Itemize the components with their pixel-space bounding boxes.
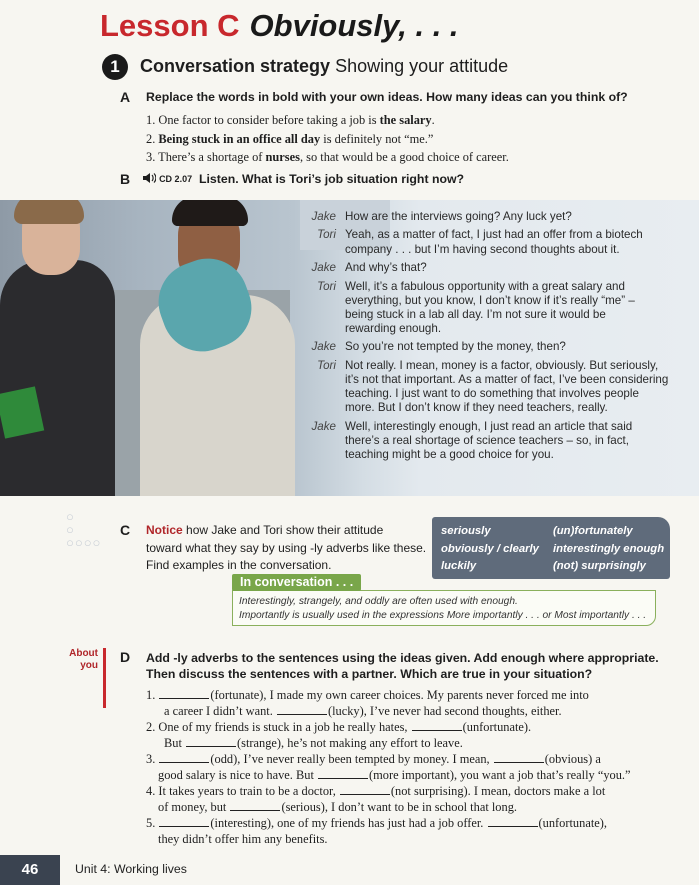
answer-blank[interactable] [488,816,538,827]
list-item: 3. There’s a shortage of nurses, so that would be a good choice of career. [146,150,509,164]
conversation-line [296,210,681,224]
answer-blank[interactable] [412,720,462,731]
conversation-line [296,420,681,462]
answer-blank[interactable] [277,704,327,715]
part-d-list [146,687,651,847]
conversation-line [296,280,681,336]
speaker-name: Jake [311,261,336,275]
speaker-name: Tori [317,358,336,372]
answer-blank[interactable] [340,784,390,795]
list-item-continuation: But (strange), he’s not making any effort to leave. [164,736,463,750]
audio-cue[interactable] [142,172,192,185]
adverb-column-right: (un)fortunately interestingly enough (not) surprisingly [553,525,665,572]
list-item: 1. One factor to consider before taking a job is the salary. [146,113,435,127]
lesson-title [100,8,459,44]
pair-work-icon: ○ ○ ○○○○ [66,509,102,550]
part-d-letter: D [120,649,131,665]
adverb-box [432,517,670,579]
section-number-badge: 1 [102,54,128,80]
speech-text: And why’s that? [345,261,427,275]
list-item: 1. (fortunate), I made my own career choices. My parents never forced me into [146,688,589,702]
conversation-line [296,359,681,415]
conversation-line [296,340,681,354]
answer-blank[interactable] [494,752,544,763]
section-heading-bold: Conversation strategy [140,56,331,76]
speaker-name: Jake [311,419,336,433]
in-conversation-line: Interestingly, strangely, and oddly are often used with enough. [239,596,518,607]
speech-text: Not really. I mean, money is a factor, obviously. But seriously, it’s not that important. As a matter of fact, I’ve been considering teaching. I just want to do something that involves people more. But I don’t know if they need teachers, really. [345,358,669,415]
answer-blank[interactable] [230,800,280,811]
list-item-continuation: of money, but (serious), I don’t want to be in school that long. [158,800,517,814]
list-item-continuation: a career I didn’t want. (lucky), I’ve never had second thoughts, either. [164,704,562,718]
speech-text: Well, it’s a fabulous opportunity with a great salary and everything, but you know, I don’t know if it’s really “me” – being stuck in a lab all day. I’m not sure it would be rewarding enough. [345,279,635,335]
man-figure [0,260,115,496]
answer-blank[interactable] [159,688,209,699]
list-item: 2. Being stuck in an office all day is definitely not “me.” [146,131,434,146]
list-item-continuation: they didn’t offer him any benefits. [158,832,328,846]
part-a-letter: A [120,89,131,105]
conversation-line [296,228,681,256]
lesson-subtitle: Obviously, . . . [249,8,459,43]
unit-title: Unit 4: Working lives [75,862,187,876]
list-item: 2. One of my friends is stuck in a job he really hates, (unfortunate). [146,720,532,734]
part-b-instruction: Listen. What is Tori’s job situation right now? [199,172,465,186]
about-you-bar [103,648,106,708]
conversation-transcript [296,210,681,466]
lesson-label: Lesson C [100,8,240,43]
speech-text: Well, interestingly enough, I just read an article that said there’s a real shortage of science teachers – so, in fact, teaching might be a good choice for you. [345,419,633,461]
conversation-line [296,261,681,275]
list-item: 4. It takes years to train to be a doctor, (not surprising). I mean, doctors make a lot [146,784,606,798]
answer-blank[interactable] [159,816,209,827]
list-item-continuation: good salary is nice to have. But (more important), you want a job that’s really “you.” [158,768,631,782]
part-a-instruction: Replace the words in bold with your own ideas. How many ideas can you think of? [146,90,628,104]
speech-text: So you’re not tempted by the money, then? [345,340,566,354]
man-hair [14,200,84,224]
part-a-list [146,111,509,167]
list-item: 5. (interesting), one of my friends has just had a job offer. (unfortunate), [146,816,607,830]
speech-text: Yeah, as a matter of fact, I just had an offer from a biotech company . . . but I’m having second thoughts about it. [345,228,643,256]
section-heading-rest: Showing your attitude [335,56,509,76]
list-item: 3. (odd), I’ve never really been tempted by money. I mean, (obvious) a [146,752,601,766]
in-conversation-line: Importantly is usually used in the expressions More importantly . . . or Most importantly . . . [239,609,647,621]
answer-blank[interactable] [159,752,209,763]
speaker-name: Jake [311,210,336,223]
page-number: 46 [0,855,60,885]
in-conversation-tag: In conversation . . . [232,574,361,591]
speaker-name: Tori [317,279,336,293]
answer-blank[interactable] [318,768,368,779]
woman-hair [172,200,248,226]
part-c-letter: C [120,522,131,538]
in-conversation-box [232,590,656,626]
notice-label: Notice [146,523,183,537]
speaker-icon [142,172,156,184]
about-you-label: About you [69,648,98,671]
speech-text: How are the interviews going? Any luck yet? [345,210,572,223]
section-heading [140,56,508,77]
speaker-name: Jake [311,340,336,354]
part-b-letter: B [120,171,131,187]
speaker-name: Tori [317,228,336,242]
audio-track-label: CD 2.07 [159,174,193,184]
answer-blank[interactable] [186,736,236,747]
adverb-column-left: seriously obviously / clearly luckily [441,525,539,572]
part-c-text: Notice how Jake and Tori show their attitude toward what they say by using -ly adverbs like these. Find examples in the conversation. [146,523,427,572]
part-d-instruction: Add -ly adverbs to the sentences using the ideas given. Add enough where appropriate. Then discuss the sentences with a partner. Which are true in your situation? [146,651,659,681]
